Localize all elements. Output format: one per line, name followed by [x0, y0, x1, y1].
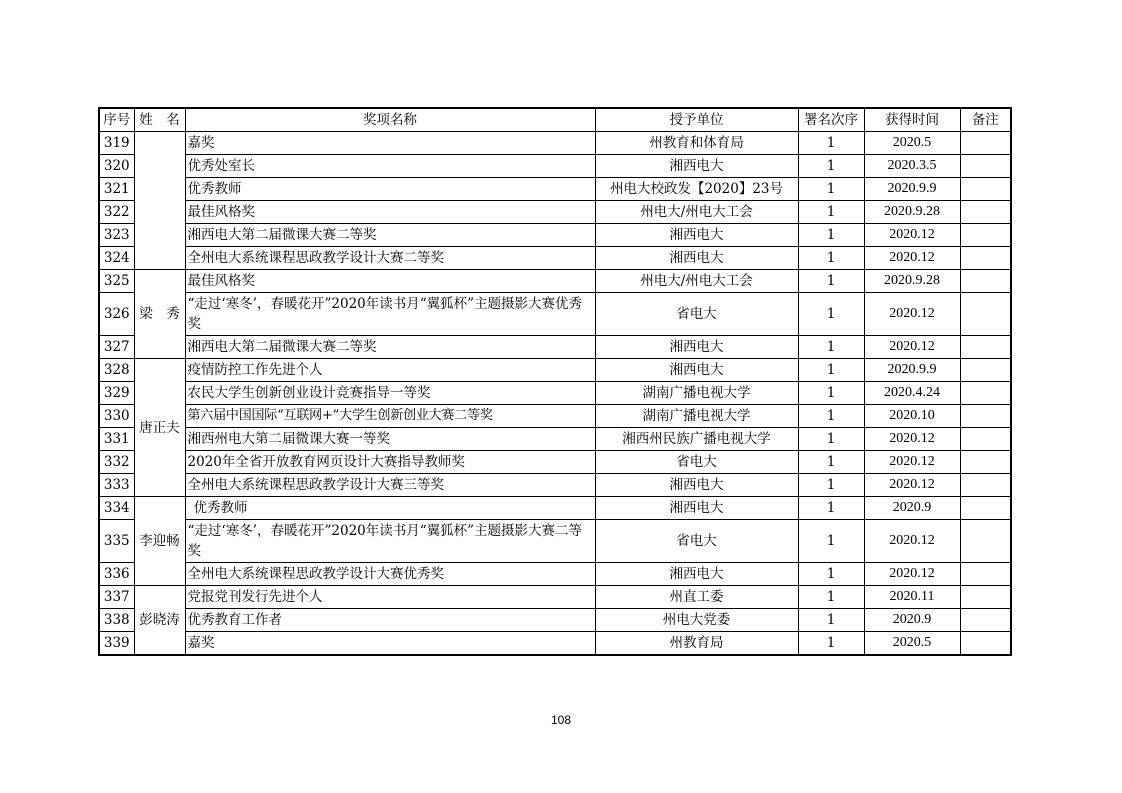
award-name: 党报党刊发行先进个人	[185, 586, 595, 609]
award-name: 嘉奖	[185, 132, 595, 155]
remark	[960, 224, 1011, 247]
remark	[960, 451, 1011, 474]
table-row	[99, 293, 1011, 336]
person-name: 李迎畅	[134, 497, 185, 586]
award-date: 2020.9.28	[864, 201, 960, 224]
row-no: 321	[99, 178, 134, 201]
remark	[960, 632, 1011, 656]
header-award: 奖项名称	[185, 108, 595, 132]
remark	[960, 270, 1011, 293]
signature-rank: 1	[798, 359, 864, 382]
award-date: 2020.9	[864, 497, 960, 520]
award-date: 2020.3.5	[864, 155, 960, 178]
row-no: 320	[99, 155, 134, 178]
row-no: 329	[99, 382, 134, 405]
table-row	[99, 405, 1011, 428]
remark	[960, 586, 1011, 609]
header-name: 姓 名	[134, 108, 185, 132]
signature-rank: 1	[798, 497, 864, 520]
signature-rank: 1	[798, 270, 864, 293]
remark	[960, 293, 1011, 336]
award-name: 嘉奖	[185, 632, 595, 656]
person-name	[134, 132, 185, 270]
signature-rank: 1	[798, 474, 864, 497]
grant-unit: 湘西电大	[595, 224, 798, 247]
row-no: 327	[99, 336, 134, 359]
row-no: 324	[99, 247, 134, 270]
header-no: 序号	[99, 108, 134, 132]
grant-unit: 省电大	[595, 520, 798, 563]
row-no: 337	[99, 586, 134, 609]
row-no: 338	[99, 609, 134, 632]
row-no: 335	[99, 520, 134, 563]
award-date: 2020.9.9	[864, 359, 960, 382]
table-row	[99, 632, 1011, 656]
award-name: 疫情防控工作先进个人	[185, 359, 595, 382]
grant-unit: 州直工委	[595, 586, 798, 609]
award-date: 2020.12	[864, 474, 960, 497]
table-row	[99, 270, 1011, 293]
grant-unit: 州电大/州电大工会	[595, 270, 798, 293]
grant-unit: 州电大党委	[595, 609, 798, 632]
header-date: 获得时间	[864, 108, 960, 132]
remark	[960, 359, 1011, 382]
person-name: 唐正夫	[134, 359, 185, 497]
remark	[960, 405, 1011, 428]
award-name: “走过‘寒冬’，春暖花开”2020年读书月“翼狐杯”主题摄影大赛二等奖	[185, 520, 595, 563]
signature-rank: 1	[798, 451, 864, 474]
signature-rank: 1	[798, 632, 864, 656]
award-date: 2020.5	[864, 132, 960, 155]
award-date: 2020.9.28	[864, 270, 960, 293]
signature-rank: 1	[798, 155, 864, 178]
grant-unit: 湘西电大	[595, 359, 798, 382]
award-date: 2020.9.9	[864, 178, 960, 201]
award-name: 优秀处室长	[185, 155, 595, 178]
award-date: 2020.12	[864, 336, 960, 359]
remark	[960, 382, 1011, 405]
awards-table	[98, 107, 1012, 656]
award-date: 2020.12	[864, 247, 960, 270]
signature-rank: 1	[798, 520, 864, 563]
remark	[960, 178, 1011, 201]
signature-rank: 1	[798, 293, 864, 336]
row-no: 336	[99, 563, 134, 586]
award-date: 2020.10	[864, 405, 960, 428]
table-row	[99, 609, 1011, 632]
table-row	[99, 428, 1011, 451]
award-date: 2020.12	[864, 451, 960, 474]
award-date: 2020.12	[864, 224, 960, 247]
award-name: 全州电大系统课程思政教学设计大赛优秀奖	[185, 563, 595, 586]
award-name: “走过‘寒冬’，春暖花开”2020年读书月“翼狐杯”主题摄影大赛优秀奖	[185, 293, 595, 336]
grant-unit: 省电大	[595, 451, 798, 474]
table-row	[99, 451, 1011, 474]
table-row	[99, 132, 1011, 155]
grant-unit: 州教育局	[595, 632, 798, 656]
row-no: 331	[99, 428, 134, 451]
award-date: 2020.12	[864, 563, 960, 586]
table-row	[99, 178, 1011, 201]
award-date: 2020.11	[864, 586, 960, 609]
award-name: 优秀教师	[185, 178, 595, 201]
row-no: 334	[99, 497, 134, 520]
award-name: 全州电大系统课程思政教学设计大赛三等奖	[185, 474, 595, 497]
grant-unit: 湖南广播电视大学	[595, 382, 798, 405]
award-name: 最佳风格奖	[185, 201, 595, 224]
remark	[960, 563, 1011, 586]
remark	[960, 520, 1011, 563]
row-no: 328	[99, 359, 134, 382]
table-row	[99, 382, 1011, 405]
award-name: 2020年全省开放教育网页设计大赛指导教师奖	[185, 451, 595, 474]
row-no: 332	[99, 451, 134, 474]
remark	[960, 428, 1011, 451]
award-date: 2020.12	[864, 520, 960, 563]
remark	[960, 132, 1011, 155]
row-no: 319	[99, 132, 134, 155]
remark	[960, 336, 1011, 359]
grant-unit: 湘西电大	[595, 497, 798, 520]
award-date: 2020.4.24	[864, 382, 960, 405]
grant-unit: 州电大校政发【2020】23号	[595, 178, 798, 201]
signature-rank: 1	[798, 247, 864, 270]
signature-rank: 1	[798, 224, 864, 247]
header-remark: 备注	[960, 108, 1011, 132]
signature-rank: 1	[798, 563, 864, 586]
header-row	[99, 108, 1011, 132]
award-name: 最佳风格奖	[185, 270, 595, 293]
page-number: 108	[550, 713, 572, 727]
table-row	[99, 359, 1011, 382]
award-name: 第六届中国国际“互联网+”大学生创新创业大赛二等奖	[185, 405, 595, 428]
header-rank: 署名次序	[798, 108, 864, 132]
award-date: 2020.12	[864, 293, 960, 336]
header-unit: 授予单位	[595, 108, 798, 132]
row-no: 323	[99, 224, 134, 247]
table-row	[99, 586, 1011, 609]
signature-rank: 1	[798, 586, 864, 609]
row-no: 326	[99, 293, 134, 336]
person-name: 梁 秀	[134, 270, 185, 359]
grant-unit: 湘西电大	[595, 247, 798, 270]
signature-rank: 1	[798, 382, 864, 405]
grant-unit: 省电大	[595, 293, 798, 336]
award-name: 优秀教育工作者	[185, 609, 595, 632]
award-name: 优秀教师	[185, 497, 595, 520]
remark	[960, 609, 1011, 632]
table-row	[99, 520, 1011, 563]
table-row	[99, 563, 1011, 586]
remark	[960, 155, 1011, 178]
signature-rank: 1	[798, 132, 864, 155]
grant-unit: 湘西电大	[595, 563, 798, 586]
signature-rank: 1	[798, 178, 864, 201]
table-row	[99, 474, 1011, 497]
table-row	[99, 155, 1011, 178]
signature-rank: 1	[798, 428, 864, 451]
row-no: 339	[99, 632, 134, 656]
row-no: 330	[99, 405, 134, 428]
signature-rank: 1	[798, 609, 864, 632]
award-date: 2020.12	[864, 428, 960, 451]
grant-unit: 湘西州民族广播电视大学	[595, 428, 798, 451]
row-no: 322	[99, 201, 134, 224]
award-name: 湘西电大第二届微课大赛二等奖	[185, 224, 595, 247]
award-name: 湘西州电大第二届微课大赛一等奖	[185, 428, 595, 451]
row-no: 325	[99, 270, 134, 293]
table-row	[99, 201, 1011, 224]
signature-rank: 1	[798, 405, 864, 428]
award-date: 2020.5	[864, 632, 960, 656]
signature-rank: 1	[798, 201, 864, 224]
grant-unit: 湘西电大	[595, 474, 798, 497]
award-name: 农民大学生创新创业设计竞赛指导一等奖	[185, 382, 595, 405]
table-row	[99, 497, 1011, 520]
table-row	[99, 224, 1011, 247]
remark	[960, 497, 1011, 520]
grant-unit: 州教育和体育局	[595, 132, 798, 155]
award-date: 2020.9	[864, 609, 960, 632]
table-row	[99, 336, 1011, 359]
award-name: 湘西电大第二届微课大赛二等奖	[185, 336, 595, 359]
table-row	[99, 247, 1011, 270]
grant-unit: 湘西电大	[595, 155, 798, 178]
remark	[960, 201, 1011, 224]
remark	[960, 247, 1011, 270]
row-no: 333	[99, 474, 134, 497]
signature-rank: 1	[798, 336, 864, 359]
remark	[960, 474, 1011, 497]
award-name: 全州电大系统课程思政教学设计大赛二等奖	[185, 247, 595, 270]
grant-unit: 湖南广播电视大学	[595, 405, 798, 428]
grant-unit: 湘西电大	[595, 336, 798, 359]
person-name: 彭晓涛	[134, 586, 185, 656]
grant-unit: 州电大/州电大工会	[595, 201, 798, 224]
